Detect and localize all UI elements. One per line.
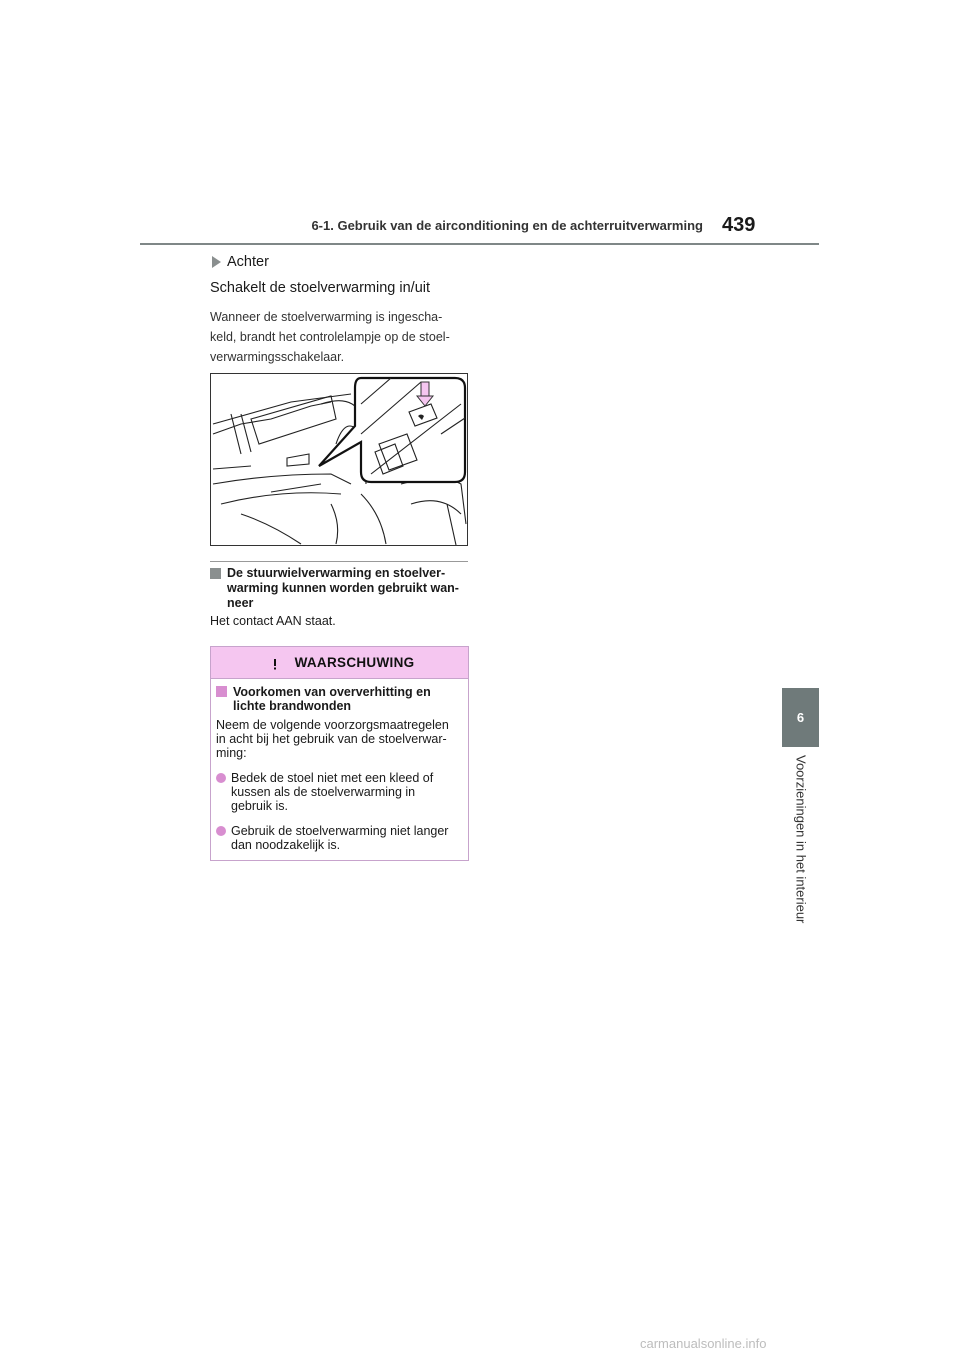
footer-watermark: carmanualsonline.info [640, 1336, 767, 1351]
rear-bullet [210, 254, 468, 270]
bullet-label: Achter [227, 254, 269, 270]
chapter-side-label [773, 755, 829, 995]
description-paragraph [210, 307, 468, 367]
section-divider [210, 561, 468, 562]
paragraph-line: keld, brandt het controlelampje op de stoel- [210, 330, 450, 344]
page-number: 439 [722, 214, 756, 236]
note-heading [210, 566, 468, 611]
seat-heater-switch-illustration [210, 373, 468, 546]
warning-intro-line: ming: [216, 746, 247, 760]
paragraph-line: verwarmingsschakelaar. [210, 350, 345, 364]
warning-title-line: Voorkomen van oververhitting en [233, 685, 431, 699]
warning-item [216, 824, 462, 852]
subheading: Schakelt de stoelverwarming in/uit [210, 280, 431, 296]
chapter-tab[interactable] [782, 688, 819, 747]
triangle-bullet-icon [212, 256, 221, 268]
note-heading-line: De stuurwielverwarming en stoelver- [227, 566, 446, 580]
illustration-drawing [211, 374, 467, 545]
warning-intro-line: in acht bij het gebruik van de stoelverwar- [216, 732, 447, 746]
warning-item-line: dan noodzakelijk is. [231, 838, 341, 852]
note-heading-line: neer [227, 596, 254, 610]
warning-item [216, 771, 462, 813]
warning-title [216, 685, 462, 713]
warning-header [211, 647, 468, 679]
warning-label: WAARSCHUWING [294, 655, 415, 670]
note-heading-line: warming kunnen worden gebruikt wan- [227, 581, 459, 595]
warning-title-line: lichte brandwonden [233, 699, 352, 713]
chapter-title: Voorzieningen in het interieur [793, 755, 809, 924]
square-bullet-icon [216, 686, 227, 697]
header-divider [140, 243, 819, 245]
warning-item-line: Gebruik de stoelverwarming niet langer [231, 824, 449, 838]
section-title: 6-1. Gebruik van de airconditioning en de achterruitverwarming [311, 218, 703, 233]
note-text: Het contact AAN staat. [210, 614, 336, 628]
circle-bullet-icon [216, 773, 226, 783]
warning-box [210, 646, 469, 861]
paragraph-line: Wanneer de stoelverwarming is ingescha- [210, 310, 443, 324]
square-bullet-icon [210, 568, 221, 579]
warning-triangle-icon [265, 654, 285, 672]
warning-intro [216, 718, 462, 760]
warning-item-line: kussen als de stoelverwarming in [231, 785, 416, 799]
warning-item-line: gebruik is. [231, 799, 288, 813]
warning-intro-line: Neem de volgende voorzorgsmaatregelen [216, 718, 449, 732]
chapter-number: 6 [796, 710, 805, 725]
warning-item-line: Bedek de stoel niet met een kleed of [231, 771, 434, 785]
circle-bullet-icon [216, 826, 226, 836]
